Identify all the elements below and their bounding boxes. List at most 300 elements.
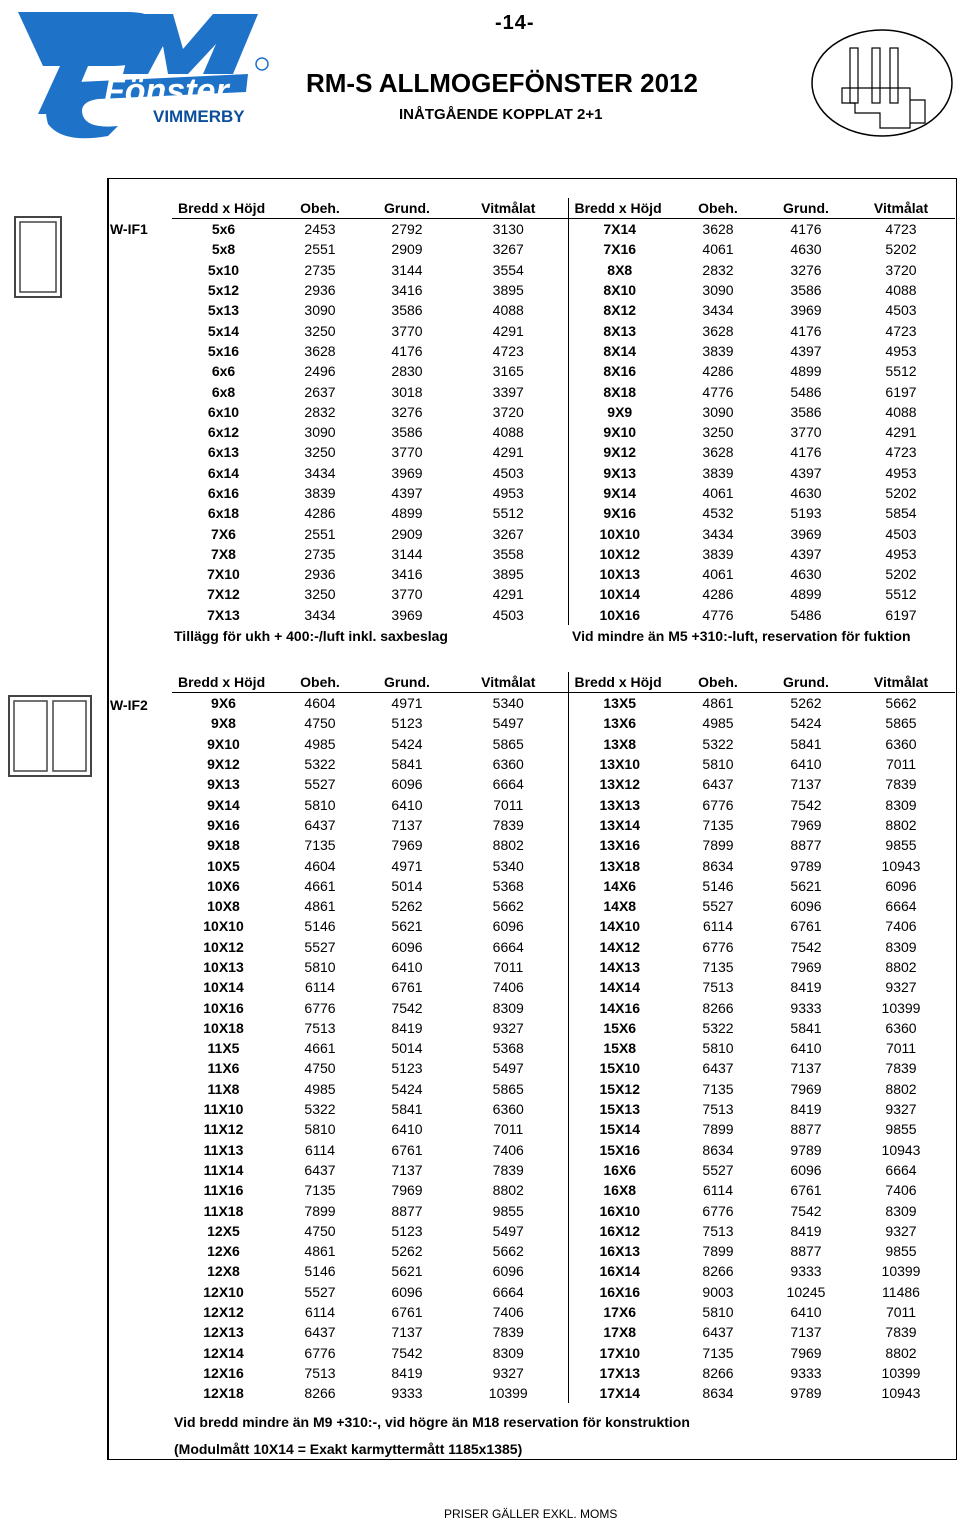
- column-header: Obeh.: [275, 672, 365, 693]
- price-cell: 3090: [304, 302, 336, 319]
- price-cell: 4604: [304, 695, 336, 712]
- price-cell: 5262: [391, 898, 423, 915]
- price-cell: 5512: [885, 363, 917, 380]
- price-cell: 7899: [702, 1243, 734, 1260]
- price-cell: 8309: [885, 1202, 917, 1219]
- svg-text:Fönster: Fönster: [104, 72, 229, 110]
- price-cell: 5497: [449, 1221, 568, 1241]
- size-cell: 12X14: [203, 1344, 244, 1361]
- price-cell: 7839: [449, 1322, 568, 1342]
- price-cell: 6096: [391, 1283, 423, 1300]
- table-row: [172, 734, 955, 754]
- price-cell: 8266: [702, 999, 734, 1016]
- price-cell: 6360: [885, 1019, 917, 1036]
- price-cell: 3839: [702, 464, 734, 481]
- price-cell: 10399: [881, 999, 921, 1016]
- price-cell: 5424: [391, 735, 423, 752]
- price-cell: 5810: [304, 1121, 336, 1138]
- table-row: [172, 916, 955, 936]
- table-row: [172, 1282, 955, 1302]
- price-cell: 9327: [449, 1363, 568, 1383]
- table-row: [172, 341, 955, 361]
- price-cell: 7513: [304, 1364, 336, 1381]
- price-cell: 6096: [790, 898, 822, 915]
- price-cell: 7899: [702, 837, 734, 854]
- price-cell: 4176: [790, 221, 822, 238]
- price-cell: 7969: [790, 959, 822, 975]
- price-cell: 6096: [391, 776, 423, 793]
- table-row: [172, 1221, 955, 1241]
- size-cell: 13X10: [599, 756, 640, 773]
- size-cell: 14X14: [599, 979, 640, 996]
- price-cell: 4397: [790, 464, 822, 481]
- price-cell: 7137: [391, 1324, 423, 1341]
- price-cell: 7137: [391, 1161, 423, 1178]
- price-cell: 4503: [885, 302, 917, 319]
- table-row: [172, 402, 955, 422]
- price-cell: 6114: [304, 979, 336, 996]
- size-cell: 14X13: [599, 959, 640, 975]
- table-row: [172, 1322, 955, 1342]
- price-cell: 2637: [304, 383, 336, 400]
- size-cell: 6x8: [211, 383, 236, 400]
- header-row: [172, 672, 955, 693]
- table-row: [172, 260, 955, 280]
- price-cell: 4985: [702, 715, 734, 732]
- size-cell: 6x14: [207, 464, 240, 481]
- price-cell: 7542: [391, 1344, 423, 1361]
- table-row: [172, 1343, 955, 1363]
- size-cell: 16X14: [599, 1263, 640, 1280]
- price-cell: 7137: [790, 776, 822, 793]
- price-cell: 3895: [449, 564, 568, 584]
- size-cell: 5x13: [207, 302, 240, 319]
- price-cell: 5202: [885, 241, 917, 258]
- table-row: [172, 1302, 955, 1322]
- size-cell: 13X16: [599, 837, 640, 854]
- price-cell: 2936: [304, 566, 336, 583]
- price-cell: 7011: [449, 794, 568, 814]
- price-cell: 3130: [449, 219, 568, 240]
- price-cell: 4176: [790, 444, 822, 461]
- price-cell: 7137: [790, 1324, 822, 1341]
- column-header: Vitmålat: [847, 672, 955, 693]
- price-cell: 5123: [391, 1060, 423, 1077]
- price-cell: 4176: [790, 322, 822, 339]
- table-row: [172, 1241, 955, 1261]
- size-cell: 7X10: [207, 566, 240, 583]
- price-cell: 6410: [790, 1304, 822, 1321]
- price-cell: 5497: [449, 1058, 568, 1078]
- size-cell: 10X12: [599, 545, 640, 562]
- price-cell: 6437: [304, 816, 336, 833]
- price-cell: 4861: [304, 1243, 336, 1260]
- table-row: [172, 693, 955, 714]
- price-cell: 9327: [885, 1222, 917, 1239]
- price-cell: 4286: [702, 586, 734, 603]
- price-cell: 5368: [449, 1038, 568, 1058]
- price-cell: 7899: [702, 1121, 734, 1138]
- price-cell: 7406: [449, 1302, 568, 1322]
- price-cell: 3434: [702, 525, 734, 542]
- price-cell: 2735: [304, 261, 336, 278]
- table-row: [172, 977, 955, 997]
- price-cell: 3434: [304, 464, 336, 481]
- price-cell: 7406: [885, 918, 917, 935]
- price-cell: 5841: [391, 756, 423, 773]
- price-cell: 4723: [885, 322, 917, 339]
- price-cell: 7542: [790, 796, 822, 813]
- size-cell: 9X13: [207, 776, 240, 793]
- size-cell: 10X12: [203, 938, 244, 955]
- price-cell: 3397: [449, 381, 568, 401]
- size-cell: 8X8: [607, 261, 633, 278]
- price-cell: 3434: [304, 606, 336, 623]
- price-cell: 5424: [391, 1080, 423, 1097]
- price-cell: 7011: [449, 957, 568, 977]
- size-cell: 9X16: [603, 505, 637, 522]
- price-cell: 4286: [702, 363, 734, 380]
- size-cell: 16X13: [599, 1243, 640, 1260]
- note-1: Vid bredd mindre än M9 +310:-, vid högre än M18 reservation för konstruktion: [174, 1414, 690, 1430]
- price-cell: 5262: [790, 695, 822, 712]
- price-cell: 10399: [881, 1364, 921, 1381]
- column-header: Grund.: [765, 672, 847, 693]
- size-cell: 10X13: [203, 959, 244, 975]
- table-row: [172, 774, 955, 794]
- price-cell: 7406: [885, 1182, 917, 1199]
- table-row: [172, 300, 955, 320]
- price-cell: 7135: [702, 1080, 734, 1097]
- price-cell: 3586: [391, 302, 423, 319]
- price-cell: 5512: [885, 586, 917, 603]
- size-cell: 7X16: [603, 241, 637, 258]
- price-cell: 3770: [391, 322, 423, 339]
- price-cell: 3416: [391, 282, 423, 299]
- price-cell: 3267: [449, 239, 568, 259]
- price-cell: 4953: [885, 342, 917, 359]
- price-cell: 3416: [391, 566, 423, 583]
- price-cell: 6410: [391, 959, 423, 975]
- window-profile-icon: [810, 28, 954, 138]
- size-cell: 12X13: [203, 1324, 244, 1341]
- price-cell: 5322: [702, 735, 734, 752]
- price-cell: 5810: [304, 959, 336, 975]
- column-header: Vitmålat: [449, 198, 568, 219]
- logo-place-text: VIMMERBY: [153, 107, 245, 126]
- price-cell: 5527: [702, 1161, 734, 1178]
- price-cell: 2453: [304, 221, 336, 238]
- price-cell: 3018: [391, 383, 423, 400]
- size-cell: 16X10: [599, 1202, 640, 1219]
- price-cell: 3839: [702, 545, 734, 562]
- price-cell: 9327: [885, 1101, 917, 1118]
- price-cell: 8634: [702, 1385, 734, 1402]
- price-cell: 7969: [391, 837, 423, 854]
- size-cell: 11X16: [203, 1182, 244, 1199]
- size-cell: 15X13: [599, 1101, 640, 1118]
- price-cell: 6761: [391, 979, 423, 996]
- price-cell: 5340: [449, 693, 568, 714]
- price-cell: 6096: [391, 938, 423, 955]
- price-cell: 6664: [885, 1161, 917, 1178]
- size-cell: 13X13: [599, 796, 640, 813]
- table-row: [172, 1018, 955, 1038]
- price-cell: 3720: [885, 261, 917, 278]
- price-cell: 2792: [391, 221, 423, 238]
- table-row: [172, 1099, 955, 1119]
- table-row: [172, 584, 955, 604]
- table-row: [172, 564, 955, 584]
- price-cell: 7135: [304, 837, 336, 854]
- price-cell: 9327: [449, 1018, 568, 1038]
- size-cell: 13X5: [603, 695, 637, 712]
- price-cell: 5193: [790, 505, 822, 522]
- size-cell: 17X6: [603, 1304, 637, 1321]
- price-cell: 4953: [449, 483, 568, 503]
- size-cell: 10X10: [203, 918, 244, 935]
- price-cell: 6664: [885, 898, 917, 915]
- price-cell: 4971: [391, 695, 423, 712]
- table-row: [172, 937, 955, 957]
- price-cell: 8877: [790, 1243, 822, 1260]
- price-cell: 10943: [881, 857, 921, 874]
- size-cell: 13X12: [599, 776, 640, 793]
- price-cell: 4088: [449, 422, 568, 442]
- price-cell: 2936: [304, 282, 336, 299]
- price-cell: 6437: [304, 1324, 336, 1341]
- price-cell: 8634: [702, 1141, 734, 1158]
- price-cell: 6761: [391, 1304, 423, 1321]
- price-cell: 3586: [790, 282, 822, 299]
- price-cell: 5202: [885, 566, 917, 583]
- price-cell: 3250: [702, 424, 734, 441]
- size-cell: 7X6: [211, 525, 236, 542]
- price-cell: 7137: [391, 816, 423, 833]
- size-cell: 14X12: [599, 938, 640, 955]
- price-cell: 4661: [304, 877, 336, 894]
- price-cell: 8266: [304, 1385, 336, 1402]
- size-cell: 5x16: [207, 342, 240, 359]
- column-header: Grund.: [365, 672, 449, 693]
- price-cell: 6437: [304, 1161, 336, 1178]
- price-cell: 4503: [449, 605, 568, 625]
- price-cell: 3144: [391, 261, 423, 278]
- size-cell: 9X12: [603, 444, 637, 461]
- price-cell: 7969: [391, 1182, 423, 1199]
- price-cell: 10399: [449, 1383, 568, 1403]
- price-cell: 4750: [304, 1222, 336, 1239]
- price-cell: 7513: [702, 979, 734, 996]
- price-cell: 6197: [885, 383, 917, 400]
- price-cell: 6761: [790, 918, 822, 935]
- size-cell: 9X12: [207, 756, 240, 773]
- size-cell: 12X12: [203, 1304, 244, 1321]
- price-cell: 4061: [702, 485, 734, 501]
- price-cell: 6197: [885, 606, 917, 623]
- price-cell: 4176: [391, 342, 423, 359]
- table-row: [172, 1261, 955, 1281]
- price-cell: 5322: [304, 756, 336, 773]
- price-cell: 6761: [391, 1141, 423, 1158]
- price-cell: 4899: [790, 363, 822, 380]
- price-cell: 4723: [885, 444, 917, 461]
- column-header: Bredd x Höjd: [568, 198, 671, 219]
- price-cell: 6114: [304, 1141, 336, 1158]
- price-cell: 3250: [304, 444, 336, 461]
- size-cell: 11X13: [203, 1141, 244, 1158]
- price-cell: 3628: [304, 342, 336, 359]
- column-header: Obeh.: [275, 198, 365, 219]
- size-cell: 12X16: [203, 1364, 244, 1381]
- price-cell: 8419: [790, 1222, 822, 1239]
- note-right: Vid mindre än M5 +310:-luft, reservation för fuktion: [572, 628, 911, 644]
- page-subtitle: INÅTGÅENDE KOPPLAT 2+1: [399, 106, 603, 123]
- price-cell: 9003: [702, 1283, 734, 1300]
- size-cell: 9X8: [211, 715, 236, 732]
- price-cell: 3586: [790, 403, 822, 420]
- table-row: [172, 523, 955, 543]
- price-cell: 3628: [702, 322, 734, 339]
- note-2: (Modulmått 10X14 = Exakt karmyttermått 1185x1385): [174, 1441, 523, 1457]
- price-cell: 8877: [790, 837, 822, 854]
- price-cell: 5527: [304, 776, 336, 793]
- price-cell: 3628: [702, 221, 734, 238]
- price-cell: 2551: [304, 525, 336, 542]
- price-cell: 4503: [449, 463, 568, 483]
- price-cell: 7969: [790, 1344, 822, 1361]
- column-header: Grund.: [765, 198, 847, 219]
- price-cell: 4899: [391, 505, 423, 522]
- size-cell: 8X16: [603, 363, 637, 380]
- size-cell: 13X18: [599, 857, 640, 874]
- price-cell: 7839: [449, 1160, 568, 1180]
- table-row: [172, 1119, 955, 1139]
- price-cell: 7839: [885, 1060, 917, 1077]
- price-cell: 5486: [790, 606, 822, 623]
- price-cell: 3558: [449, 544, 568, 564]
- price-cell: 4397: [790, 342, 822, 359]
- price-cell: 10245: [786, 1283, 826, 1300]
- size-cell: 5x10: [207, 261, 240, 278]
- price-cell: 4532: [702, 505, 734, 522]
- size-cell: 5x8: [211, 241, 236, 258]
- price-cell: 5340: [449, 855, 568, 875]
- table-row: [172, 1038, 955, 1058]
- table-row: [172, 896, 955, 916]
- price-cell: 9333: [790, 1263, 822, 1280]
- price-cell: 5512: [449, 503, 568, 523]
- size-cell: 15X6: [603, 1019, 637, 1036]
- price-cell: 4750: [304, 715, 336, 732]
- size-cell: 8X10: [603, 282, 637, 299]
- price-cell: 6761: [790, 1182, 822, 1199]
- price-cell: 3895: [449, 280, 568, 300]
- price-cell: 9333: [391, 1385, 423, 1402]
- price-cell: 8877: [391, 1202, 423, 1219]
- table-row: [172, 239, 955, 259]
- price-cell: 3770: [391, 586, 423, 603]
- size-cell: 13X6: [603, 715, 637, 732]
- table-row: [172, 957, 955, 977]
- price-cell: 3770: [391, 444, 423, 461]
- size-cell: 17X10: [599, 1344, 640, 1361]
- price-cell: 4723: [885, 221, 917, 238]
- price-cell: 8419: [790, 1101, 822, 1118]
- price-cell: 2551: [304, 241, 336, 258]
- column-header: Vitmålat: [449, 672, 568, 693]
- table-row: [172, 1363, 955, 1383]
- page-number: -14-: [495, 12, 535, 34]
- price-cell: 8309: [449, 997, 568, 1017]
- price-cell: 4291: [449, 320, 568, 340]
- price-cell: 9789: [790, 1385, 822, 1402]
- size-cell: 10X13: [599, 566, 640, 583]
- column-header: Vitmålat: [847, 198, 955, 219]
- column-header: Bredd x Höjd: [172, 198, 275, 219]
- price-cell: 7135: [702, 959, 734, 975]
- price-cell: 4291: [449, 584, 568, 604]
- price-cell: 8266: [702, 1263, 734, 1280]
- price-cell: 5662: [885, 695, 917, 712]
- size-cell: 11X14: [203, 1161, 244, 1178]
- price-cell: 3969: [391, 606, 423, 623]
- table-row: [172, 503, 955, 523]
- price-cell: 4291: [885, 424, 917, 441]
- size-cell: 10X8: [207, 898, 240, 915]
- column-header: Bredd x Höjd: [568, 672, 671, 693]
- price-cell: 6114: [304, 1304, 336, 1321]
- price-cell: 11486: [882, 1283, 920, 1300]
- price-cell: 3276: [790, 261, 822, 278]
- table-row: [172, 1058, 955, 1078]
- price-cell: 4985: [304, 735, 336, 752]
- price-cell: 5527: [304, 1283, 336, 1300]
- size-cell: 17X14: [599, 1385, 640, 1402]
- price-cell: 5621: [391, 1263, 423, 1280]
- price-cell: 4630: [790, 485, 822, 501]
- section-id: W-IF2: [110, 697, 148, 713]
- price-cell: 5497: [449, 713, 568, 733]
- price-cell: 5014: [391, 1040, 423, 1057]
- size-cell: 12X8: [207, 1263, 240, 1280]
- price-cell: 5014: [391, 877, 423, 894]
- table-row: [172, 605, 955, 625]
- price-cell: 8419: [391, 1019, 423, 1036]
- size-cell: 15X10: [599, 1060, 640, 1077]
- price-cell: 4723: [449, 341, 568, 361]
- price-cell: 7406: [449, 1140, 568, 1160]
- price-cell: 3586: [391, 424, 423, 441]
- table-row: [172, 280, 955, 300]
- price-cell: 4604: [304, 857, 336, 874]
- price-cell: 2830: [391, 363, 423, 380]
- page-title: RM-S ALLMOGEFÖNSTER 2012: [306, 68, 698, 98]
- price-cell: 3090: [702, 282, 734, 299]
- size-cell: 10X5: [207, 857, 240, 874]
- price-cell: 4630: [790, 241, 822, 258]
- price-cell: 7542: [790, 1202, 822, 1219]
- price-cell: 7839: [885, 1324, 917, 1341]
- price-cell: 2496: [304, 363, 336, 380]
- price-cell: 8419: [391, 1364, 423, 1381]
- price-cell: 4088: [885, 282, 917, 299]
- price-cell: 7137: [790, 1060, 822, 1077]
- footer-text: PRISER GÄLLER EXKL. MOMS: [444, 1507, 618, 1521]
- price-cell: 3969: [790, 302, 822, 319]
- size-cell: 15X12: [599, 1080, 640, 1097]
- price-cell: 9789: [790, 857, 822, 874]
